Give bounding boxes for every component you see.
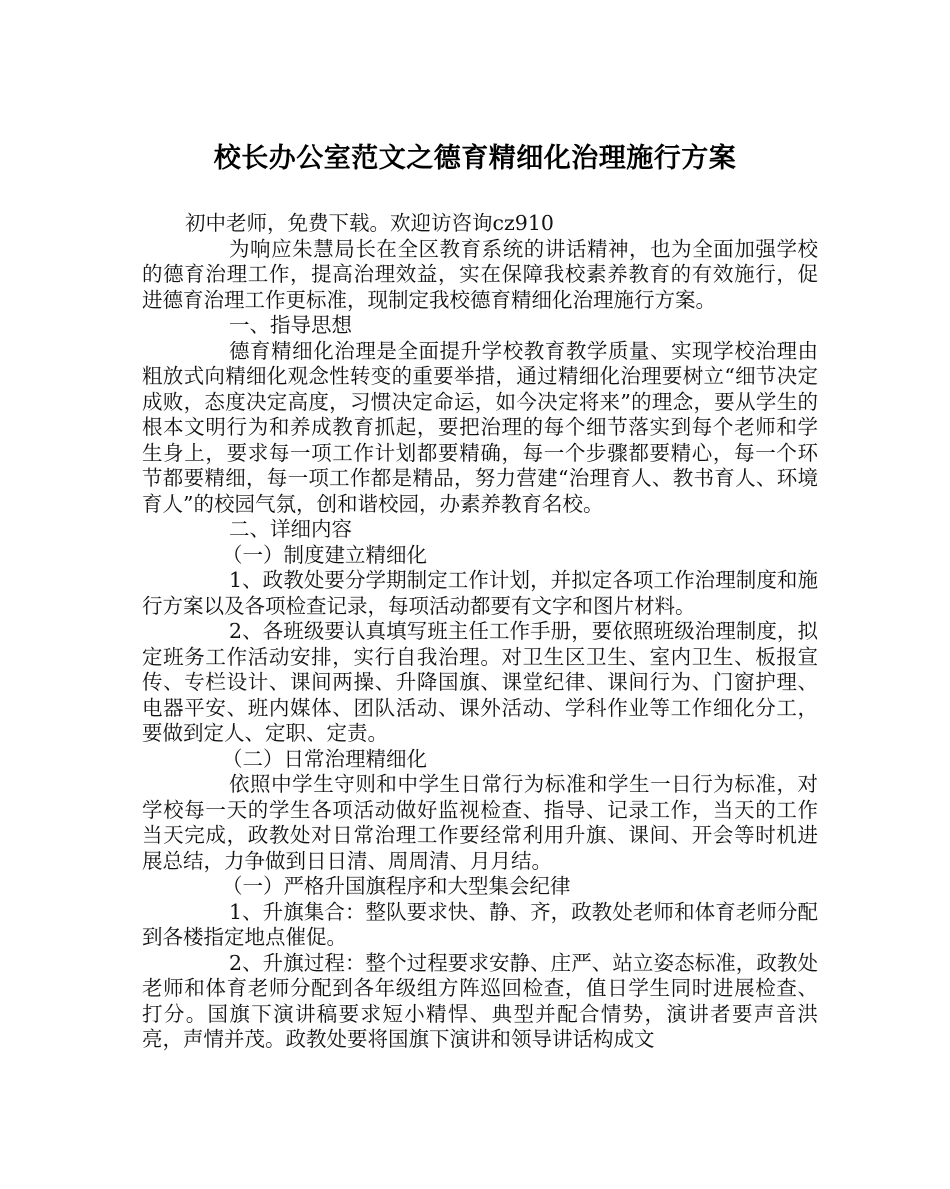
intro-line: 初中老师，免费下载。欢迎访咨询cz910: [185, 211, 554, 235]
subsection-heading-daily-management: （二）日常治理精细化: [222, 746, 427, 771]
subsection-heading-flag-raising: （一）严格升国旗程序和大型集会纪律: [222, 874, 571, 898]
paragraph-guiding-thought: 德育精细化治理是全面提升学校教育教学质量、实现学校治理由粗放式向精细化观念性转变的重要举措，通过精细化治理要树立“细节决定成败，态度决定高度，习惯决定命运，如今决定将来”的理念，要从学生的根本文明行为和养成教育抓起，要把治理的每个细节落实到每个老师和学生身上，要求每一项工作计划都要精确，每一个步骤都要精心，每一个环节都要精细，每一项工作都是精品，努力营建“治理育人、教书育人、环境育人”的校园气氛，创和谐校园，办素养教育名校。: [142, 338, 818, 516]
document-title: 校长办公室范文之德育精细化治理施行方案: [213, 143, 737, 174]
paragraph-preface: 为响应朱慧局长在全区教育系统的讲话精神，也为全面加强学校的德育治理工作，提高治理效益，实在保障我校素养教育的有效施行，促进德育治理工作更标准，现制定我校德育精细化治理施行方案。: [142, 236, 818, 312]
paragraph-daily-management: 依照中学生守则和中学生日常行为标准和学生一日行为标准，对学校每一天的学生各项活动做好监视检查、指导、记录工作，当天的工作当天完成，政教处对日常治理工作要经常利用升旗、课间、开会等时机进展总结，力争做到日日清、周周清、月月结。: [142, 772, 818, 873]
paragraph-item-1: 1、政教处要分学期制定工作计划，并拟定各项工作治理制度和施行方案以及各项检查记录，每项活动都要有文字和图片材料。: [142, 568, 818, 618]
section-heading-guiding-thought: 一、指导思想: [229, 313, 352, 337]
paragraph-flag-assembly: 1、升旗集合：整队要求快、静、齐，政教处老师和体育老师分配到各楼指定地点催促。: [142, 899, 818, 949]
paragraph-item-2: 2、各班级要认真填写班主任工作手册，要依照班级治理制度，拟定班务工作活动安排，实行自我治理。对卫生区卫生、室内卫生、板报宣传、专栏设计、课间两操、升降国旗、课堂纪律、课间行为、门窗护理、电器平安、班内媒体、团队活动、课外活动、学科作业等工作细化分工，要做到定人、定职、定责。: [142, 619, 818, 745]
subsection-heading-system-building: （一）制度建立精细化: [222, 542, 427, 567]
document-body: [142, 211, 818, 1053]
section-heading-details: 二、详细内容: [229, 517, 352, 541]
paragraph-flag-process: 2、升旗过程：整个过程要求安静、庄严、站立姿态标准，政教处老师和体育老师分配到各年级组方阵巡回检查，值日学生同时进展检查、打分。国旗下演讲稿要求短小精悍、典型并配合情势，演讲者要声音洪亮，声情并茂。政教处要将国旗下演讲和领导讲话构成文: [142, 950, 818, 1051]
